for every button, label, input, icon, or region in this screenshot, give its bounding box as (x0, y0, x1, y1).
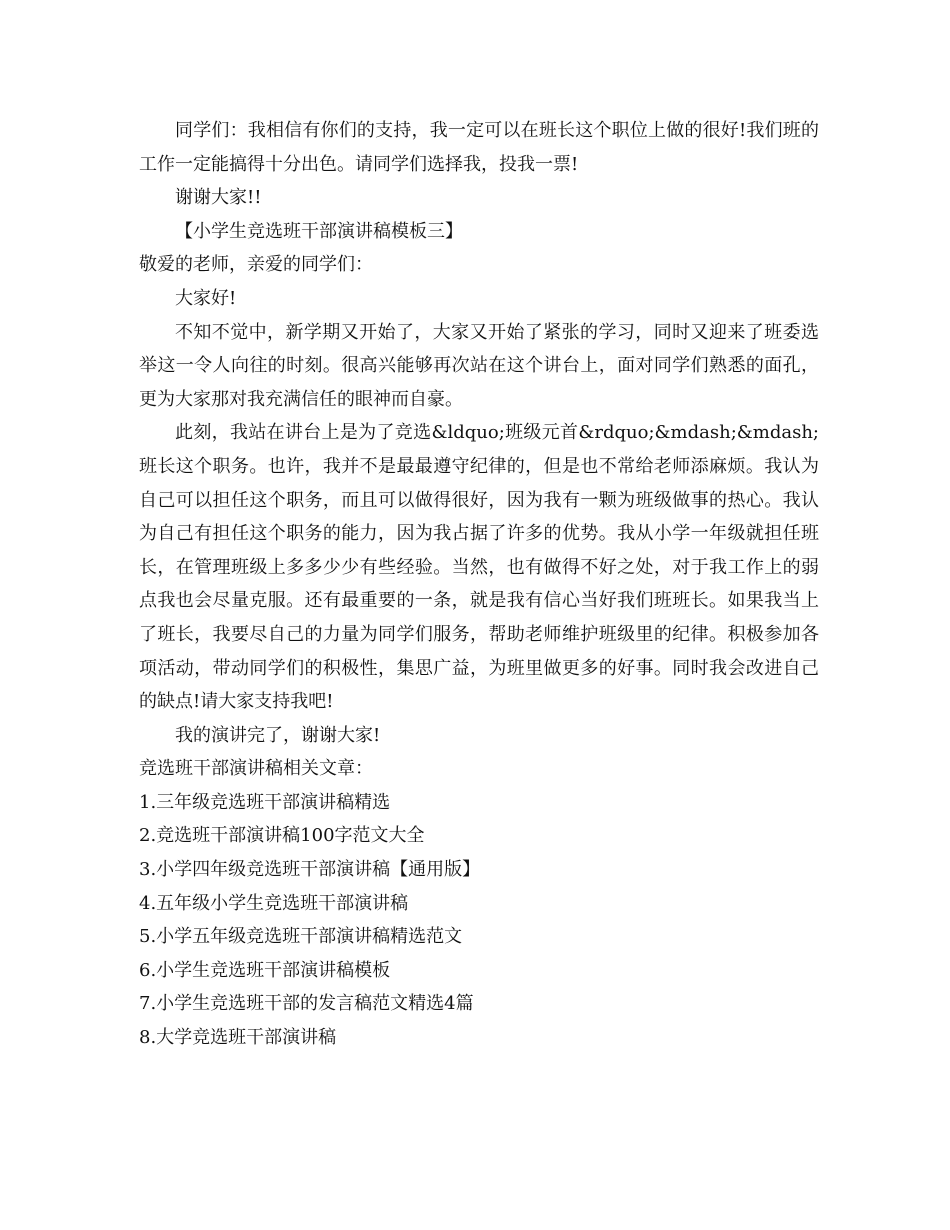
paragraph-thanks: 谢谢大家!! (175, 187, 262, 209)
paragraph-intro: 不知不觉中，新学期又开始了，大家又开始了紧张的学习，同时又迎来了班委选举这一令人向往的时刻。很高兴能够再次站在这个讲台上，面对同学们熟悉的面孔，更为大家那对我充满信任的眼神而自豪。 (139, 321, 819, 410)
salutation: 敬爱的老师，亲爱的同学们： (139, 254, 373, 276)
related-article-link[interactable]: 5.小学五年级竞选班干部演讲稿精选范文 (139, 926, 463, 948)
document-body (139, 114, 819, 1055)
related-article-link[interactable]: 1.三年级竞选班干部演讲稿精选 (139, 791, 391, 813)
paragraph-support-closing: 同学们：我相信有你们的支持，我一定可以在班长这个职位上做的很好!我们班的工作一定能搞得十分出色。请同学们选择我，投我一票! (139, 120, 819, 175)
section-title-template-three: 【小学生竞选班干部演讲稿模板三】 (175, 220, 463, 242)
related-article-link[interactable]: 4.五年级小学生竞选班干部演讲稿 (139, 892, 409, 914)
paragraph-main: 此刻，我站在讲台上是为了竞选&ldquo;班级元首&rdquo;&mdash;&mdash;班长这个职务。也许，我并不是最最遵守纪律的，但是也不常给老师添麻烦。我认为自己可以担任这个职务，而且可以做得很好，因为我有一颗为班级做事的热心。我认为自己有担任这个职务的能力，因为我占据了许多的优势。我从小学一年级就担任班长，在管理班级上多多少少有些经验。当然，也有做得不好之处，对于我工作上的弱点我也会尽量克服。还有最重要的一条，就是我有信心当好我们班班长。如果我当上了班长，我要尽自己的力量为同学们服务，帮助老师维护班级里的纪律。积极参加各项活动，带动同学们的积极性，集思广益，为班里做更多的好事。同时我会改进自己的缺点!请大家支持我吧! (139, 422, 819, 713)
paragraph-ending: 我的演讲完了，谢谢大家! (175, 724, 381, 746)
related-article-link[interactable]: 2.竞选班干部演讲稿100字范文大全 (139, 825, 425, 847)
related-article-link[interactable]: 3.小学四年级竞选班干部演讲稿【通用版】 (139, 859, 481, 881)
related-article-link[interactable]: 8.大学竞选班干部演讲稿 (139, 1027, 337, 1049)
related-articles-heading: 竞选班干部演讲稿相关文章： (139, 758, 373, 780)
related-article-link[interactable]: 6.小学生竞选班干部演讲稿模板 (139, 959, 391, 981)
related-articles-list (139, 786, 819, 1055)
greeting: 大家好! (175, 287, 237, 309)
related-article-link[interactable]: 7.小学生竞选班干部的发言稿范文精选4篇 (139, 993, 474, 1015)
